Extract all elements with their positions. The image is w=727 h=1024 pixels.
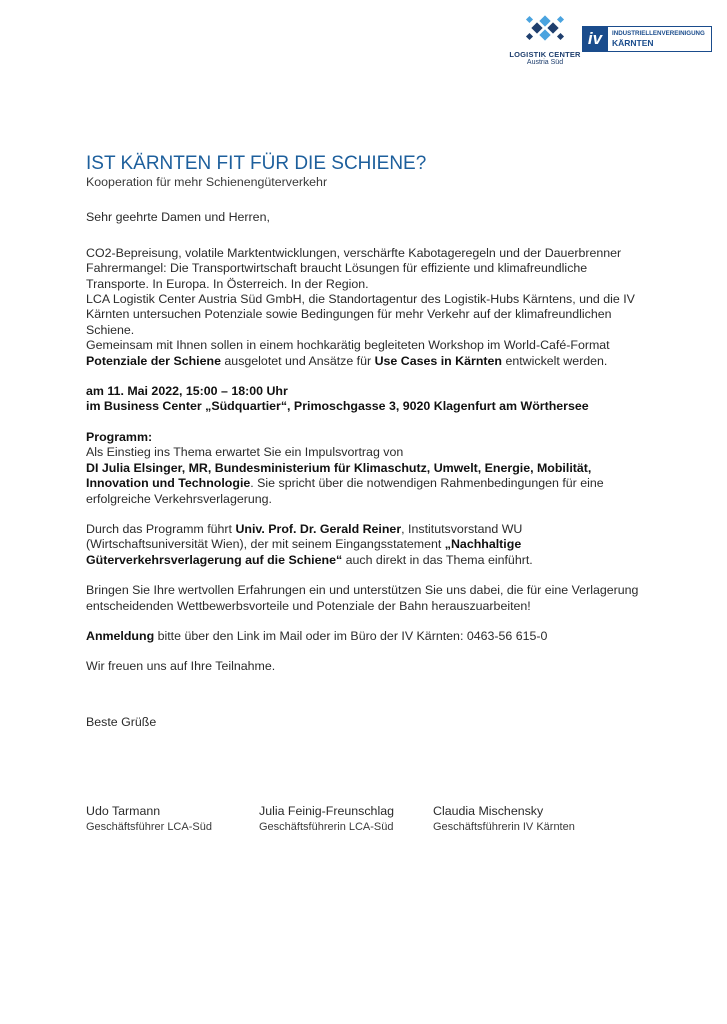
salutation: Sehr geehrte Damen und Herren,	[86, 210, 270, 225]
letter-body	[86, 153, 646, 730]
lca-logo-name: LOGISTIK CENTER	[509, 50, 581, 59]
page-title: IST KÄRNTEN FIT FÜR DIE SCHIENE?	[86, 153, 427, 174]
lca-logo-mark-icon	[525, 16, 565, 46]
regards-line: Beste Grüße	[86, 714, 157, 729]
statement-title: „Nachhaltige Güterverkehrsverlagerung auf die Schiene“	[86, 537, 522, 567]
iv-logo-mark: iv	[582, 26, 608, 52]
signature-name: Claudia Mischensky	[433, 804, 544, 818]
signature-name: Udo Tarmann	[86, 804, 161, 818]
intro-paragraph-1: CO2-Bepreisung, volatile Marktentwicklungen, verschärfte Kabotageregeln und der Dauerbrenner Fahrermangel: Die Transportwirtschaft braucht Lösungen für effiziente und klimafreundliche Transporte. In Europa. In Österreich. In der Region.	[86, 245, 622, 291]
program-paragraph-1: Als Einstieg ins Thema erwartet Sie ein Impulsvortrag von DI Julia Elsinger, MR, Bundesministerium für Klimaschutz, Umwelt, Energie, Mobilität, Innovation und Technologie. Sie spricht über die notwendigen Rahmenbedingungen für eine erfolgreiche Verkehrsverlagerung.	[86, 445, 604, 506]
iv-logo-line2: KÄRNTEN	[612, 38, 654, 48]
program-paragraph-2: Durch das Programm führt Univ. Prof. Dr. Gerald Reiner, Institutsvorstand WU (Wirtschaftsuniversität Wien), der mit seinem Eingangsstatement „Nachhaltige Güterverkehrsverlagerung auf die Schiene“ auch direkt in das Thema einführt.	[86, 521, 533, 567]
program-heading: Programm:	[86, 429, 153, 444]
intro-paragraph-2: LCA Logistik Center Austria Süd GmbH, die Standortagentur des Logistik-Hubs Kärntens, und die IV Kärnten untersuchen Potenziale sowie Bedingungen für mehr Verkehr auf der klimafreundlichen Schiene.	[86, 292, 635, 337]
speaker-reiner: Univ. Prof. Dr. Gerald Reiner	[235, 521, 402, 536]
event-location: im Business Center „Südquartier“, Primoschgasse 3, 9020 Klagenfurt am Wörthersee	[86, 399, 589, 414]
lca-logo-subtitle: Austria Süd	[526, 59, 564, 66]
lca-logo	[500, 16, 590, 72]
signature-block	[86, 803, 646, 835]
event-date: am 11. Mai 2022, 15:00 – 18:00 Uhr	[86, 384, 288, 399]
signature-feinig-freunschlag	[259, 803, 433, 835]
signature-name: Julia Feinig-Freunschlag	[259, 804, 394, 818]
highlight-potenziale: Potenziale der Schiene	[86, 353, 221, 368]
appeal-paragraph: Bringen Sie Ihre wertvollen Erfahrungen ein und unterstützen Sie uns dabei, die für eine Verlagerung entscheidenden Wettbewerbsvorteile und Potenziale der Bahn herauszuarbeiten!	[86, 583, 639, 613]
highlight-use-cases: Use Cases in Kärnten	[374, 353, 502, 368]
intro-paragraph-3: Gemeinsam mit Ihnen sollen in einem hochkarätig begleiteten Workshop im World-Café-Format Potenziale der Schiene ausgelotet und Ansätze für Use Cases in Kärnten entwickelt werden.	[86, 338, 610, 368]
page-subtitle: Kooperation für mehr Schienengüterverkehr	[86, 175, 328, 189]
registration-paragraph: Anmeldung bitte über den Link im Mail oder im Büro der IV Kärnten: 0463-56 615-0	[86, 628, 548, 643]
signature-role: Geschäftsführerin IV Kärnten	[433, 821, 575, 833]
iv-logo-line1: INDUSTRIELLENVEREINIGUNG	[612, 30, 705, 37]
speaker-elsinger: DI Julia Elsinger, MR, Bundesministerium für Klimaschutz, Umwelt, Energie, Mobilität, Innovation und Technologie	[86, 460, 592, 491]
iv-logo	[582, 26, 712, 52]
signature-tarmann	[86, 803, 259, 835]
signature-role: Geschäftsführer LCA-Süd	[86, 821, 212, 833]
signature-mischensky	[433, 803, 575, 835]
closing-line: Wir freuen uns auf Ihre Teilnahme.	[86, 659, 276, 674]
signature-role: Geschäftsführerin LCA-Süd	[259, 821, 394, 833]
